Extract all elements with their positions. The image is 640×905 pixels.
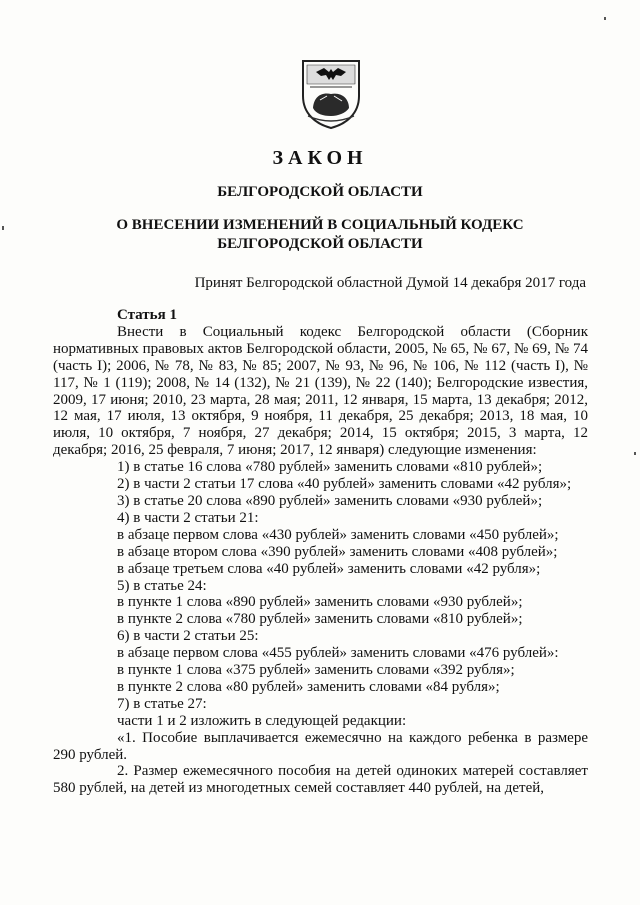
amendment-line: в абзаце первом слова «430 рублей» заменить словами «450 рублей»; [117,526,559,543]
article-heading: Статья 1 [117,307,177,323]
scan-speck [604,17,606,20]
article-intro: Внести в Социальный кодекс Белгородской области (Сборник нормативных правовых актов Белгородской области, 2005, № 65, № 67, № 69, № 74 (часть I); 2006, № 78, № 83, № 85; 2007, № 93, № 96, № 106, № 112 (часть I), № 117, № 1 (119); 2008, № 14 (132), № 21 (139), № 22 (140); Белгородские известия, 2009, 17 июня; 2010, 23 марта, 28 мая; 2011, 12 января, 15 марта, 13 декабря; 2012, 12 мая, 17 июля, 13 октября, 9 ноября, 11 декабря, 25 декабря; 2013, 18 мая, 10 июля, 10 октября, 7 ноября, 27 декабря; 2014, 15 октября; 2015, 3 марта, 12 декабря; 2016, 25 февраля, 7 июня; 2017, 12 января) следующие изменения: [53,323,588,459]
amendment-line: 5) в статье 24: [117,577,207,594]
amendment-line: части 1 и 2 изложить в следующей редакции: [117,712,407,729]
quoted-paragraph-2: 2. Размер ежемесячного пособия на детей одиноких матерей составляет 580 рублей, на детей из многодетных семей составляет 440 рублей, на детей, [53,763,588,797]
document-title: ЗАКОН [272,147,368,169]
amendment-line: в абзаце третьем слова «40 рублей» заменить словами «42 рубля»; [117,560,541,577]
scan-speck [634,452,636,455]
amendment-line: в пункте 2 слова «780 рублей» заменить словами «810 рублей»; [117,611,523,628]
amendment-line: 1) в статье 16 слова «780 рублей» заменить словами «810 рублей»; [117,459,543,476]
amendment-line: в абзаце первом слова «455 рублей» заменить словами «476 рублей»: [117,645,559,662]
amendment-line: в пункте 2 слова «80 рублей» заменить словами «84 рубля»; [117,678,500,695]
amendment-line: в абзаце втором слова «390 рублей» заменить словами «408 рублей»; [117,543,558,560]
amendment-line: 3) в статье 20 слова «890 рублей» заменить словами «930 рублей»; [117,492,543,509]
amendment-line: в пункте 1 слова «375 рублей» заменить словами «392 рубля»; [117,662,515,679]
belgorod-coat-of-arms-icon [300,58,362,130]
about-line-2: БЕЛГОРОДСКОЙ ОБЛАСТИ [217,236,423,252]
document-about [0,216,640,254]
document-body [53,307,588,797]
amendment-line: в пункте 1 слова «890 рублей» заменить словами «930 рублей»; [117,594,523,611]
amendment-line: 7) в статье 27: [117,695,207,712]
about-line-1: О ВНЕСЕНИИ ИЗМЕНЕНИЙ В СОЦИАЛЬНЫЙ КОДЕКС [116,217,524,233]
scan-speck [2,226,4,230]
adoption-date: Принят Белгородской областной Думой 14 декабря 2017 года [194,275,586,291]
document-region: БЕЛГОРОДСКОЙ ОБЛАСТИ [217,184,423,200]
quoted-paragraph-1: «1. Пособие выплачивается ежемесячно на каждого ребенка в размере 290 рублей. [53,729,588,763]
amendment-line: 2) в части 2 статьи 17 слова «40 рублей» заменить словами «42 рубля»; [117,476,572,493]
amendment-line: 6) в части 2 статьи 25: [117,628,259,645]
amendment-line: 4) в части 2 статьи 21: [117,509,259,526]
